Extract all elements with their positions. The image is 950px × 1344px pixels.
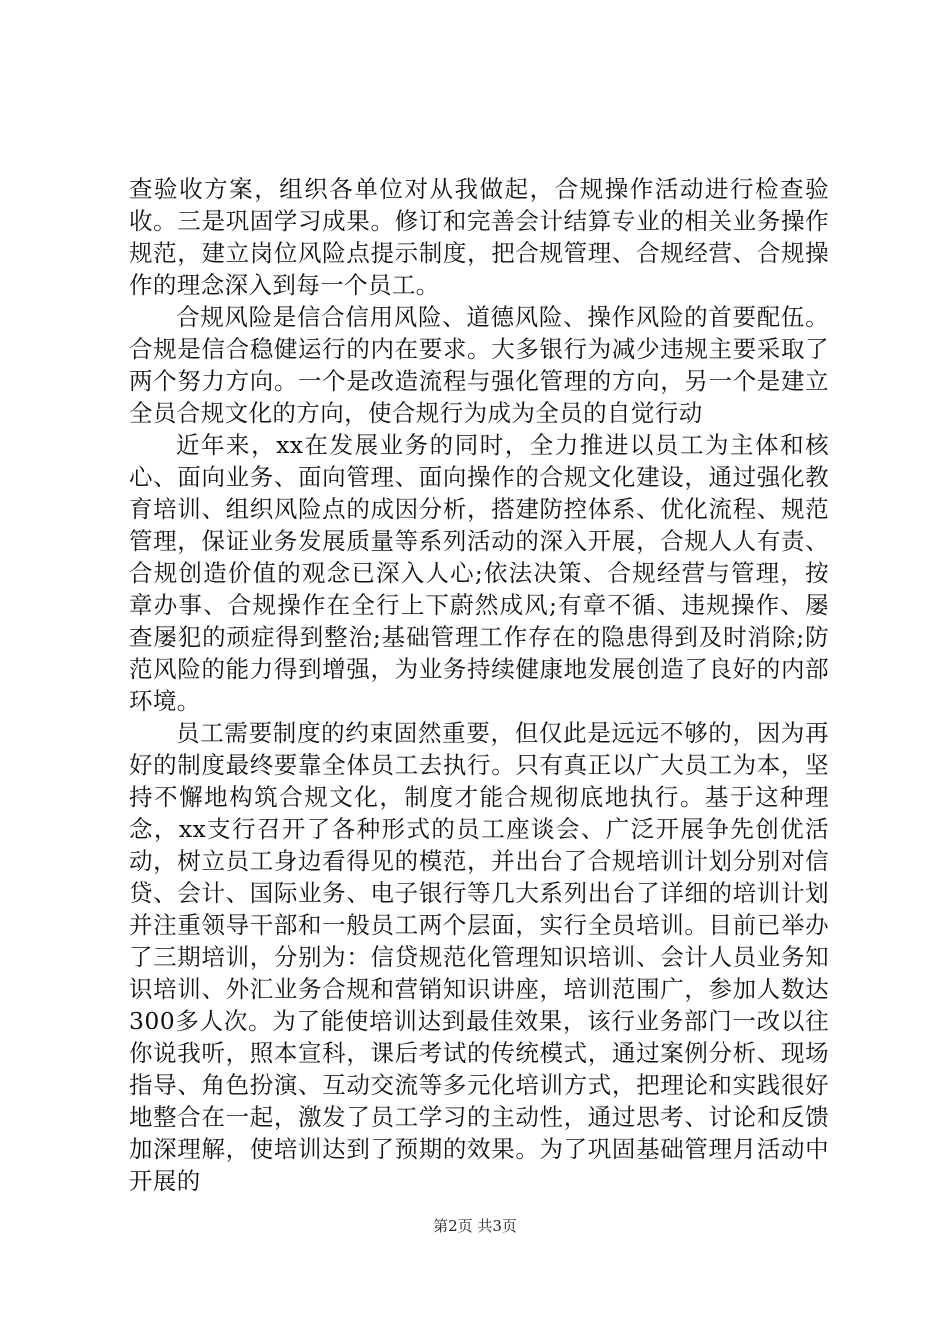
- document-body: [129, 173, 829, 1197]
- paragraph-2: 合规风险是信合信用风险、道德风险、操作风险的首要配伍。合规是信合稳健运行的内在要求。大多银行为减少违规主要采取了两个努力方向。一个是改造流程与强化管理的方向，另一个是建立全员合规文化的方向，使合规行为成为全员的自觉行动: [129, 303, 829, 427]
- paragraph-1: 查验收方案，组织各单位对从我做起，合规操作活动进行检查验收。三是巩固学习成果。修订和完善会计结算专业的相关业务操作规范，建立岗位风险点提示制度，把合规管理、合规经营、合规操作的理念深入到每一个员工。: [129, 175, 829, 299]
- paragraph-4: 员工需要制度的约束固然重要，但仅此是远远不够的，因为再好的制度最终要靠全体员工去执行。只有真正以广大员工为本，坚持不懈地构筑合规文化，制度才能合规彻底地执行。基于这种理念，xx支行召开了各种形式的员工座谈会、广泛开展争先创优活动，树立员工身边看得见的模范，并出台了合规培训计划分别对信贷、会计、国际业务、电子银行等几大系列出台了详细的培训计划并注重领导干部和一般员工两个层面，实行全员培训。目前已举办了三期培训，分别为：信贷规范化管理知识培训、会计人员业务知识培训、外汇业务合规和营销知识讲座，培训范围广，参加人数达300多人次。为了能使培训达到最佳效果，该行业务部门一改以往你说我听，照本宣科，课后考试的传统模式，通过案例分析、现场指导、角色扮演、互动交流等多元化培训方式，把理论和实践很好地整合在一起，激发了员工学习的主动性，通过思考、讨论和反馈加深理解，使培训达到了预期的效果。为了巩固基础管理月活动中开展的: [129, 719, 829, 1195]
- page-number-footer: 第2页 共3页: [433, 1217, 517, 1235]
- paragraph-3: 近年来，xx在发展业务的同时，全力推进以员工为主体和核心、面向业务、面向管理、面向操作的合规文化建设，通过强化教育培训、组织风险点的成因分析，搭建防控体系、优化流程、规范管理，保证业务发展质量等系列活动的深入开展，合规人人有责、合规创造价值的观念已深入人心;依法决策、合规经营与管理，按章办事、合规操作在全行上下蔚然成风;有章不循、违规操作、屡查屡犯的顽症得到整治;基础管理工作存在的隐患得到及时消除;防范风险的能力得到增强，为业务持续健康地发展创造了良好的内部环境。: [129, 431, 829, 715]
